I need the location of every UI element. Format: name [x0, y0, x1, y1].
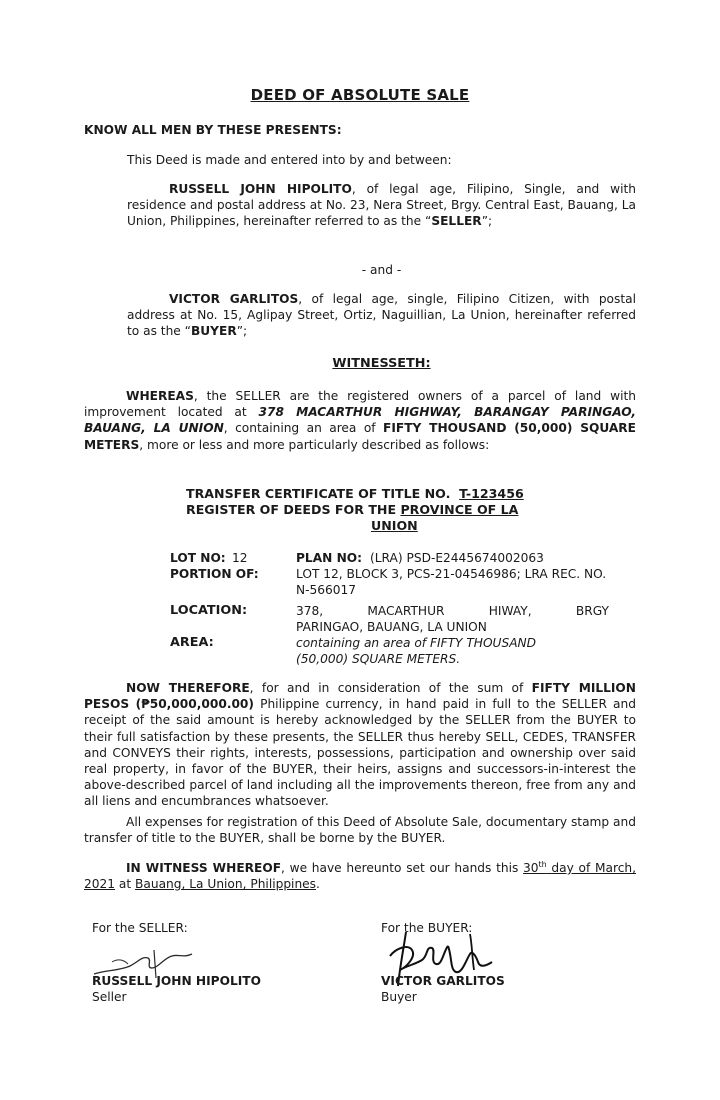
- expenses-clause: All expenses for registration of this Deed of Absolute Sale, documentary stamp and transfer of title to the BUYER, shall be borne by the BUYER.: [84, 815, 636, 846]
- now-therefore-clause: NOW THEREFORE, for and in consideration of the sum of FIFTY MILLION PESOS (₱50,000,000.00) Philippine currency, in hand paid in full to the SELLER and receipt of the said amount is hereby acknowledged by the SELLER from the BUYER to their full satisfaction by these presents, the SELLER thus hereby SELL, CEDES, TRANSFER and CONVEYS their rights, interests, possessions, participation and ownership over said real property, in favor of the BUYER, their heirs, assigns and successors-in-interest the above-described parcel of land including all the improvements thereon, free from any and all liens and encumbrances whatsoever.: [84, 681, 636, 809]
- tct-number: T-123456: [459, 486, 524, 501]
- portion-label: PORTION OF:: [170, 567, 259, 581]
- tct-heading: [186, 486, 626, 534]
- seller-clause: RUSSELL JOHN HIPOLITO, of legal age, Filipino, Single, and with residence and postal address at No. 23, Nera Street, Brgy. Central East, Bauang, La Union, Philippines, hereinafter referred to as the “SELLER”;: [127, 182, 636, 229]
- property-details: [170, 550, 630, 667]
- witness-whereof-clause: IN WITNESS WHEREOF, we have hereunto set our hands this 30th day of March, 2021 at Bauang, La Union, Philippines.: [84, 859, 636, 892]
- witness-whereof-lead: IN WITNESS WHEREOF: [126, 861, 282, 875]
- property-area: FIFTY THOUSAND (50,000) SQUARE METERS: [84, 421, 637, 452]
- lot-value: 12: [232, 551, 248, 565]
- area-label: AREA:: [170, 635, 214, 650]
- seller-for-label: For the SELLER:: [92, 921, 188, 935]
- seller-role-label: Seller: [92, 990, 127, 1004]
- plan-value: (LRA) PSD-E2445674002063: [370, 551, 544, 565]
- intro-entered: This Deed is made and entered into by and between:: [127, 153, 452, 167]
- buyer-for-label: For the BUYER:: [381, 921, 473, 935]
- detail-row-location: LOCATION: 378, MACARTHUR HIWAY, BRGY PARINGAO, BAUANG, LA UNION: [170, 603, 609, 635]
- buyer-role-label: Buyer: [381, 990, 417, 1004]
- tct-line-2: REGISTER OF DEEDS FOR THE PROVINCE OF LA: [186, 502, 519, 517]
- now-therefore-lead: NOW THEREFORE: [126, 681, 250, 695]
- plan-label: PLAN NO:: [296, 551, 363, 565]
- property-location: 378 MACARTHUR HIGHWAY, BARANGAY PARINGAO, BAUANG, LA UNION: [84, 405, 636, 436]
- signing-date: 30th day of March, 2021: [84, 859, 636, 892]
- buyer-printed-name: VICTOR GARLITOS: [381, 974, 505, 988]
- location-label: LOCATION:: [170, 603, 248, 618]
- detail-row-area: AREA: containing an area of FIFTY THOUSAND (50,000) SQUARE METERS.: [170, 635, 537, 667]
- tct-line-1: TRANSFER CERTIFICATE OF TITLE NO. T-123456: [186, 486, 524, 501]
- buyer-clause: VICTOR GARLITOS, of legal age, single, Filipino Citizen, with postal address at No. 15, Aglipay Street, Ortiz, Naguillian, La Union, hereinafter referred to as the “BUYER”;: [127, 292, 636, 339]
- buyer-name: VICTOR GARLITOS: [169, 292, 299, 306]
- consideration-amount: FIFTY MILLION PESOS (₱50,000,000.00): [84, 681, 636, 712]
- tct-line-3: UNION: [371, 518, 418, 533]
- lot-label: LOT NO:: [170, 551, 226, 565]
- witnesseth-heading: WITNESSETH:: [332, 356, 431, 371]
- buyer-role: BUYER: [191, 324, 237, 339]
- seller-printed-name: RUSSELL JOHN HIPOLITO: [92, 974, 261, 988]
- detail-row-lot: [170, 550, 630, 566]
- seller-role: SELLER: [431, 214, 482, 229]
- intro-heading: KNOW ALL MEN BY THESE PRESENTS:: [84, 123, 342, 137]
- document-title: DEED OF ABSOLUTE SALE: [250, 86, 470, 104]
- whereas-clause: WHEREAS, the SELLER are the registered owners of a parcel of land with improvement located at 378 MACARTHUR HIGHWAY, BARANGAY PARINGAO, BAUANG, LA UNION, containing an area of FIFTY THOUSAND (50,000) SQUARE METERS, more or less and more particularly described as follows:: [84, 389, 637, 452]
- seller-name: RUSSELL JOHN HIPOLITO: [169, 182, 352, 196]
- signing-place: Bauang, La Union, Philippines: [135, 877, 317, 892]
- detail-row-portion: PORTION OF: LOT 12, BLOCK 3, PCS-21-04546986; LRA REC. NO. N-566017: [170, 567, 607, 598]
- whereas-lead: WHEREAS: [126, 389, 194, 403]
- and-line: - and -: [361, 263, 402, 277]
